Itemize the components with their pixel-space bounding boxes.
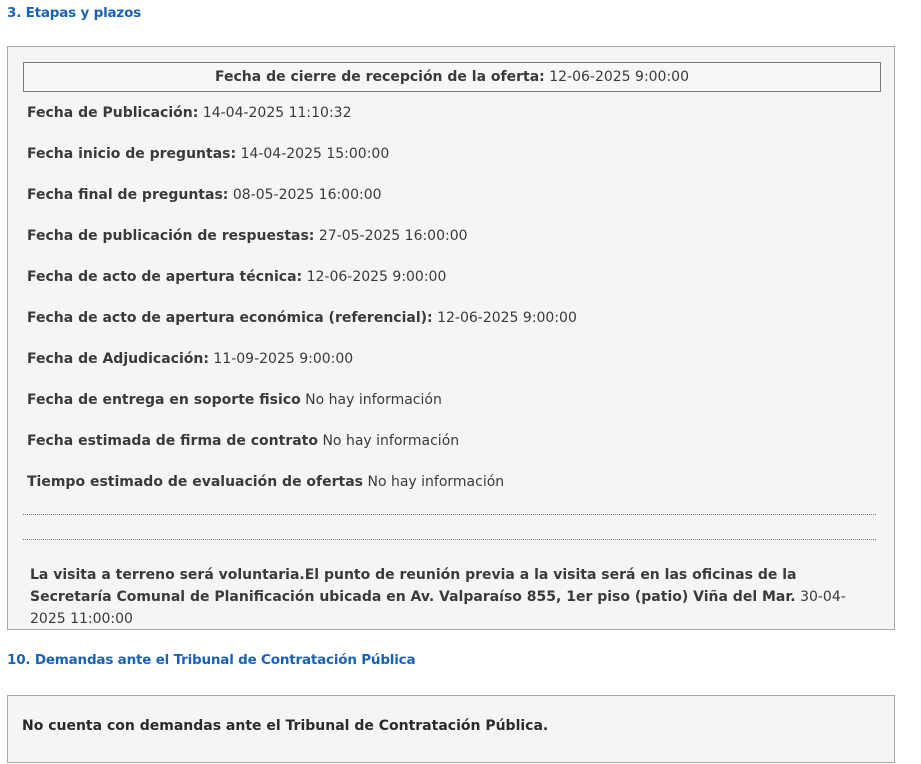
fecha-adjudicacion-row xyxy=(27,351,353,367)
item-label: Tiempo estimado de evaluación de ofertas xyxy=(27,474,364,490)
item-value: 14-04-2025 15:00:00 xyxy=(240,146,390,162)
fecha-entrega-soporte-row xyxy=(27,392,442,408)
item-value: 11-09-2025 9:00:00 xyxy=(213,351,354,367)
item-value: 14-04-2025 11:10:32 xyxy=(202,105,352,121)
item-label: Fecha final de preguntas: xyxy=(27,187,229,203)
visita-terreno-note xyxy=(30,564,870,630)
item-value: No hay información xyxy=(322,433,460,449)
item-label: Fecha de publicación de respuestas: xyxy=(27,228,315,244)
item-value: 08-05-2025 16:00:00 xyxy=(232,187,382,203)
item-value: 27-05-2025 16:00:00 xyxy=(318,228,468,244)
fecha-apertura-tecnica-row xyxy=(27,269,446,285)
demandas-text: No cuenta con demandas ante el Tribunal de Contratación Pública. xyxy=(22,718,549,734)
demandas-box xyxy=(7,695,895,763)
item-label: Fecha de acto de apertura técnica: xyxy=(27,269,303,285)
section-title-etapas: 3. Etapas y plazos xyxy=(7,5,141,21)
tiempo-evaluacion-row xyxy=(27,474,504,490)
item-value: 12-06-2025 9:00:00 xyxy=(437,310,577,326)
visita-date: 30-04-2025 11:00:00 xyxy=(30,589,846,627)
visita-text: La visita a terreno será voluntaria.El punto de reunión previa a la visita será en las oficinas de la Secretaría Comunal de Planificación ubicada en Av. Valparaíso 855, 1er piso (patio) Viña del Mar. xyxy=(30,567,797,605)
fecha-apertura-economica-row xyxy=(27,310,577,326)
cierre-label: Fecha de cierre de recepción de la oferta: xyxy=(215,69,545,85)
item-label: Fecha de Publicación: xyxy=(27,105,199,121)
divider xyxy=(23,514,876,515)
item-label: Fecha estimada de firma de contrato xyxy=(27,433,318,449)
item-value: No hay información xyxy=(305,392,442,408)
item-label: Fecha de entrega en soporte fisico xyxy=(27,392,301,408)
fecha-inicio-preguntas-row xyxy=(27,146,389,162)
cierre-recepcion-row xyxy=(23,62,881,92)
fecha-publicacion-row xyxy=(27,105,352,121)
fecha-publicacion-respuestas-row xyxy=(27,228,468,244)
item-value: 12-06-2025 9:00:00 xyxy=(306,269,447,285)
fecha-final-preguntas-row xyxy=(27,187,382,203)
divider xyxy=(23,539,876,540)
section-title-demandas: 10. Demandas ante el Tribunal de Contratación Pública xyxy=(7,652,416,668)
item-label: Fecha inicio de preguntas: xyxy=(27,146,237,162)
item-value: No hay información xyxy=(367,474,505,490)
item-label: Fecha de acto de apertura económica (referencial): xyxy=(27,310,433,326)
fecha-firma-contrato-row xyxy=(27,433,459,449)
item-label: Fecha de Adjudicación: xyxy=(27,351,209,367)
etapas-box xyxy=(7,46,895,630)
cierre-value: 12-06-2025 9:00:00 xyxy=(549,69,689,85)
